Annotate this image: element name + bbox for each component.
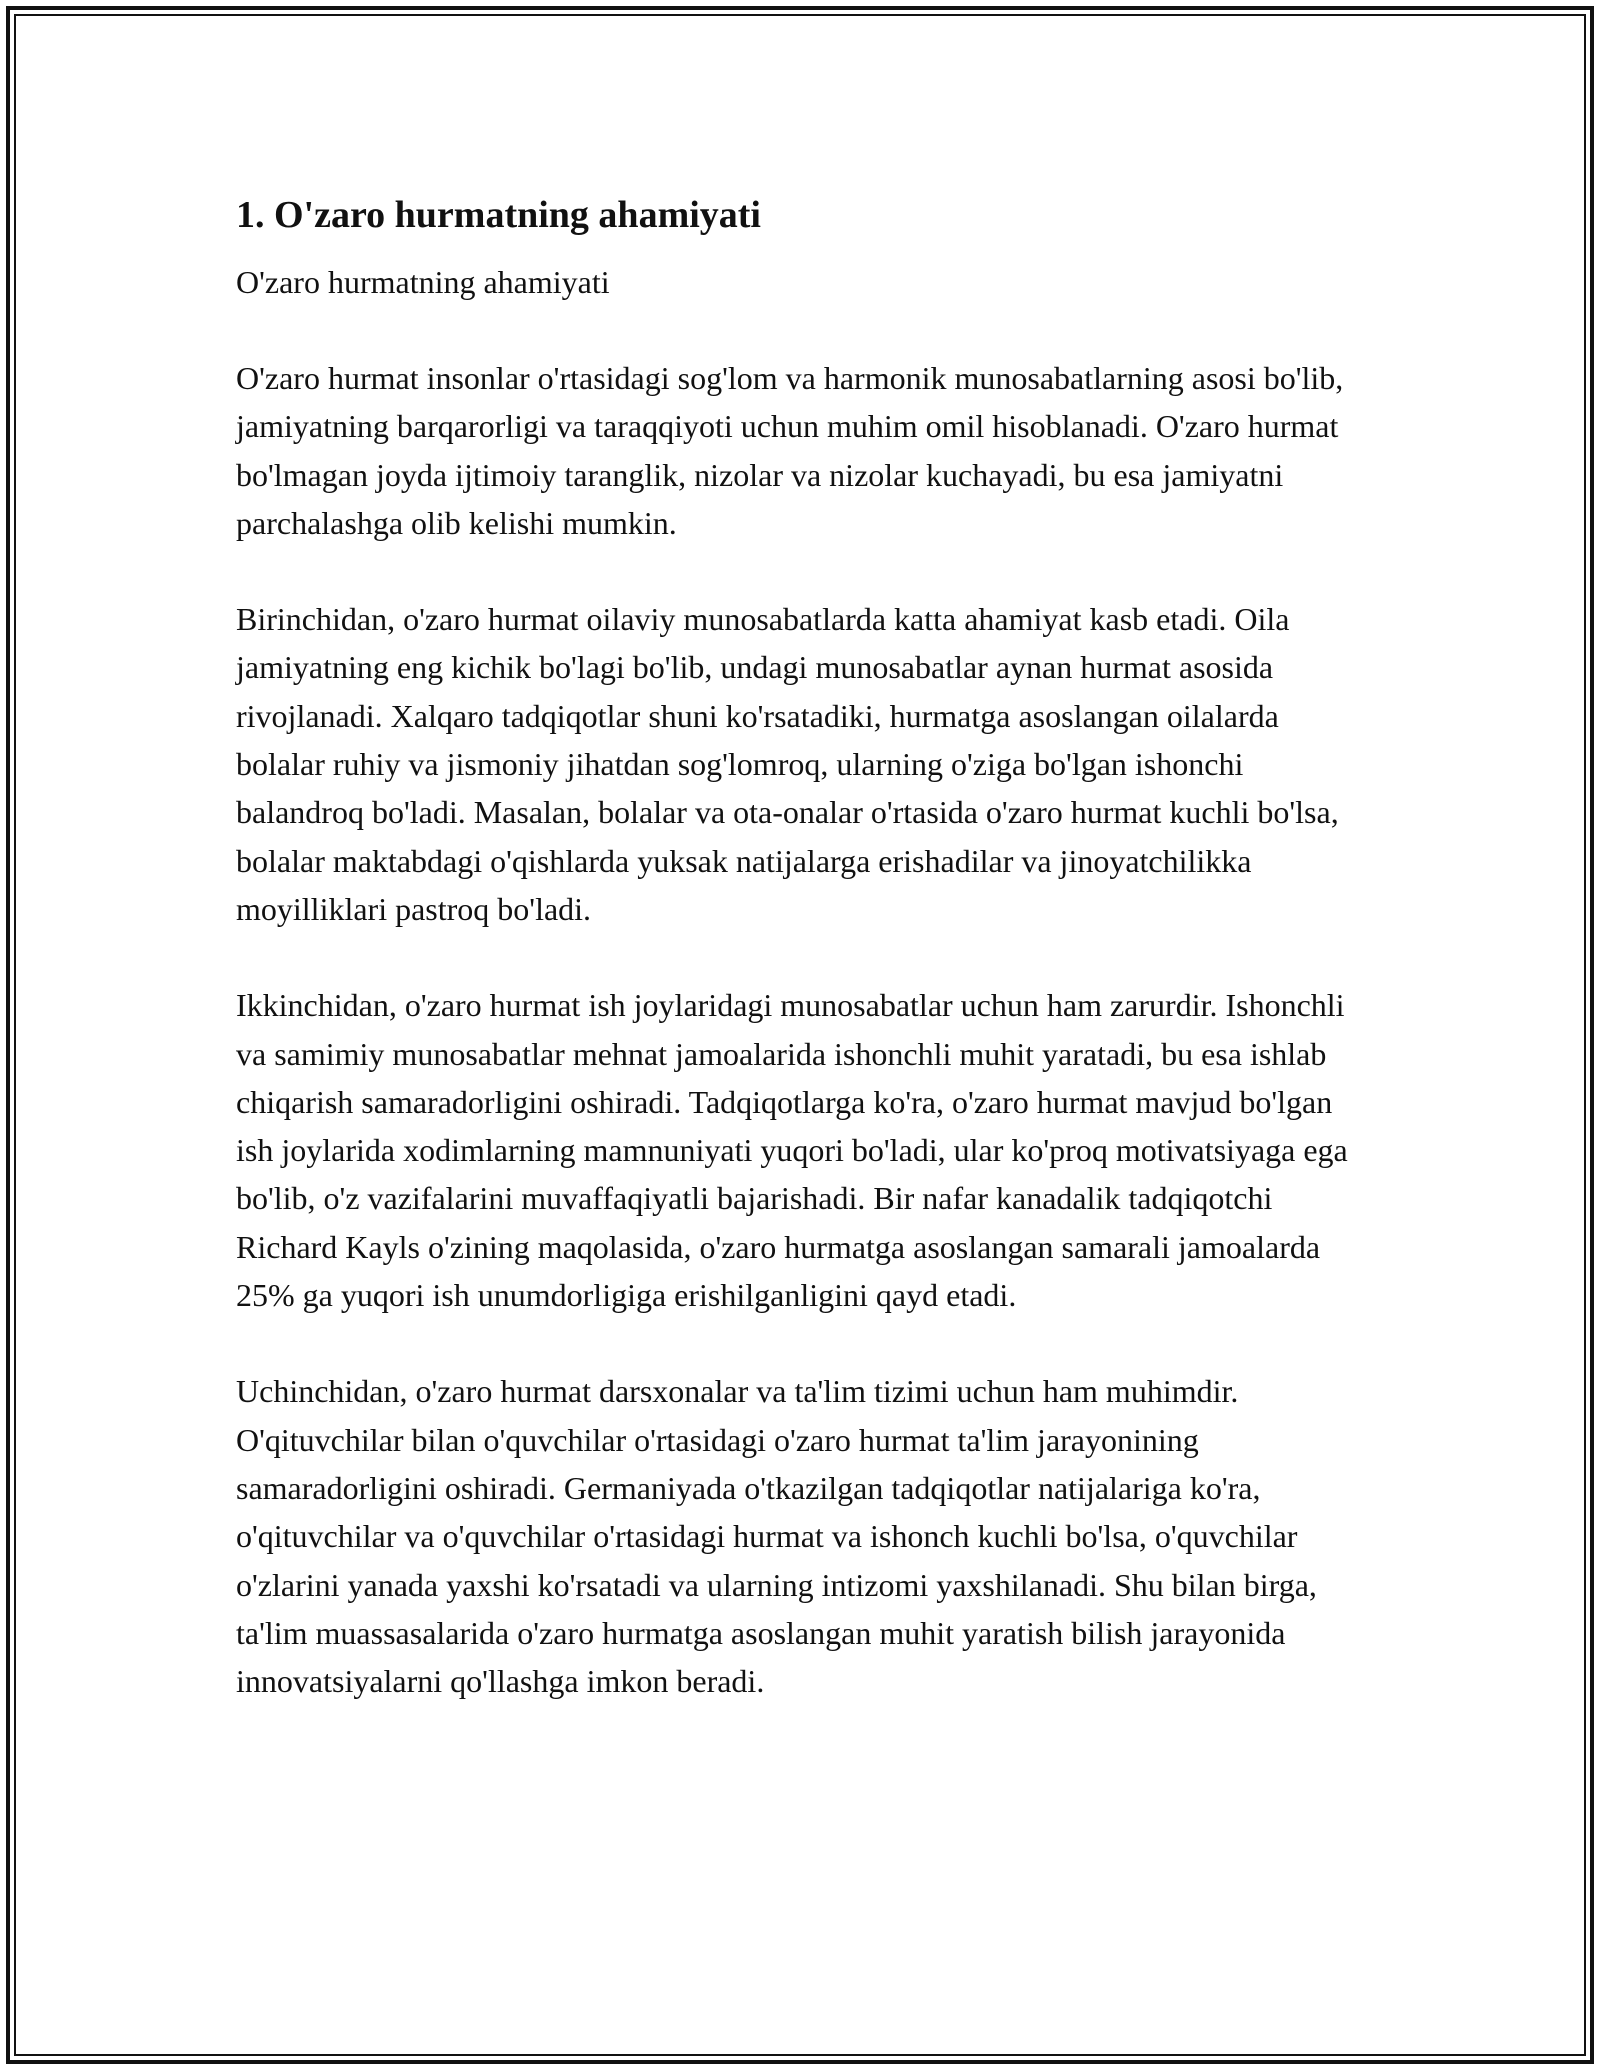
document-body <box>236 186 1366 1705</box>
paragraph-education: Uchinchidan, o'zaro hurmat darsxonalar va ta'lim tizimi uchun ham muhimdir. O'qituvchilar bilan o'quvchilar o'rtasidagi o'zaro hurmat ta'lim jarayonining samaradorligini oshiradi. Germaniyada o'tkazilgan tadqiqotlar natijalariga ko'ra, o'qituvchilar va o'quvchilar o'rtasidagi hurmat va ishonch kuchli bo'lsa, o'quvchilar o'zlarini yanada yaxshi ko'rsatadi va ularning intizomi yaxshilanadi. Shu bilan birga, ta'lim muassasalarida o'zaro hurmatga asoslangan muhit yaratish bilish jarayonida innovatsiyalarni qo'llashga imkon beradi. <box>236 1373 1317 1700</box>
paragraph-intro: O'zaro hurmat insonlar o'rtasidagi sog'lom va harmonik munosabatlarning asosi bo'lib, jamiyatning barqarorligi va taraqqiyoti uchun muhim omil hisoblanadi. O'zaro hurmat bo'lmagan joyda ijtimoiy taranglik, nizolar va nizolar kuchayadi, bu esa jamiyatni parchalashga olib kelishi mumkin. <box>236 360 1344 541</box>
paragraph-workplace: Ikkinchidan, o'zaro hurmat ish joylaridagi munosabatlar uchun ham zarurdir. Ishonchli va samimiy munosabatlar mehnat jamoalarida ishonchli muhit yaratadi, bu esa ishlab chiqarish samaradorligini oshiradi. Tadqiqotlarga ko'ra, o'zaro hurmat mavjud bo'lgan ish joylarida xodimlarning mamnuniyati yuqori bo'ladi, ular ko'proq motivatsiyaga ega bo'lib, o'z vazifalarini muvaffaqiyatli bajarishadi. Bir nafar kanadalik tadqiqotchi Richard Kayls o'zining maqolasida, o'zaro hurmatga asoslangan samarali jamoalarda 25% ga yuqori ish unumdorligiga erishilganligini qayd etadi. <box>236 987 1348 1314</box>
paragraph-family: Birinchidan, o'zaro hurmat oilaviy munosabatlarda katta ahamiyat kasb etadi. Oila jamiyatning eng kichik bo'lagi bo'lib, undagi munosabatlar aynan hurmat asosida rivojlanadi. Xalqaro tadqiqotlar shuni ko'rsatadiki, hurmatga asoslangan oilalarda bolalar ruhiy va jismoniy jihatdan sog'lomroq, ularning o'ziga bo'lgan ishonchi balandroq bo'ladi. Masalan, bolalar va ota-onalar o'rtasida o'zaro hurmat kuchli bo'lsa, bolalar maktabdagi o'qishlarda yuksak natijalarga erishadilar va jinoyatchilikka moyilliklari pastroq bo'ladi. <box>236 601 1339 927</box>
section-heading: 1. O'zaro hurmatning ahamiyati <box>236 194 761 236</box>
section-subtitle: O'zaro hurmatning ahamiyati <box>236 264 610 300</box>
